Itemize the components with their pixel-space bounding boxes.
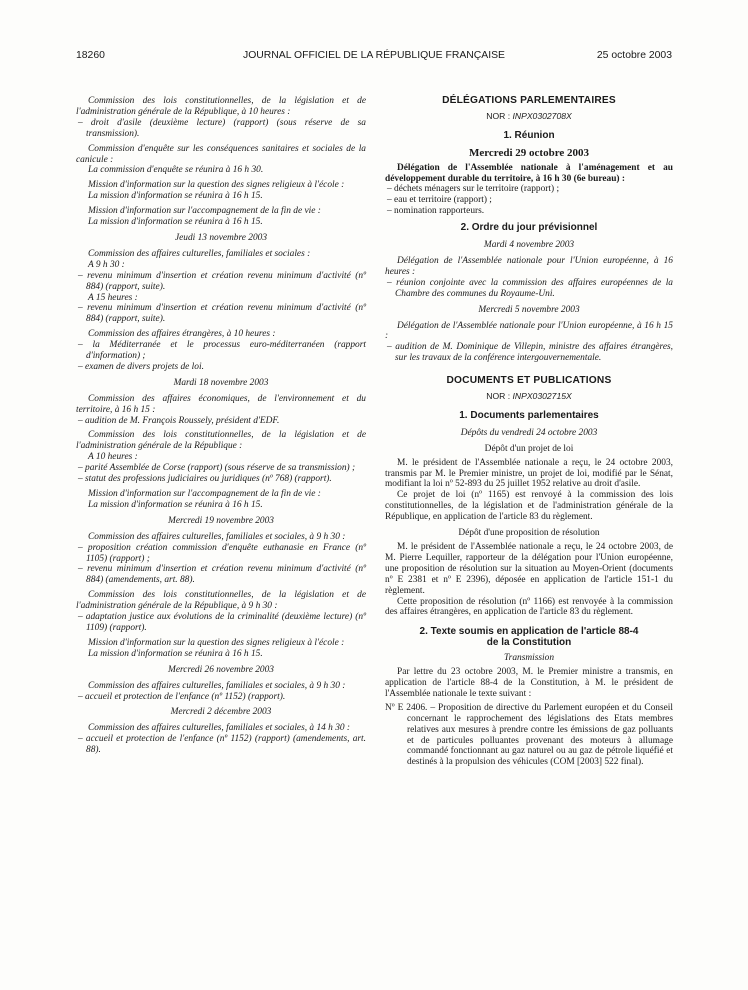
agenda-block [76, 144, 366, 177]
agenda-block [76, 489, 366, 511]
block-title: Commission des affaires économiques, de l'environnement et du territoire, à 16 h 15 : [76, 393, 366, 415]
block-title: Délégation de l'Assemblée nationale pour l'Union européenne, à 16 heures : [385, 255, 673, 277]
nor-code: INPX0302715X [512, 391, 572, 402]
block-line: La commission d'enquête se réunira à 16 h 30. [88, 165, 264, 176]
nor-label: NOR : [486, 110, 511, 121]
agenda-item: – eau et territoire (rapport) ; [387, 195, 492, 206]
agenda-item: – revenu minimum d'insertion et création revenu minimum d'activité (nº 884) (amendements, art. 88). [78, 564, 366, 586]
agenda-block [76, 96, 366, 140]
page-number: 18260 [76, 50, 105, 61]
block-title: Commission des affaires culturelles, familiales et sociales, à 14 h 30 : [88, 723, 351, 734]
block-title: Commission des affaires étrangères, à 10 heures : [88, 329, 276, 340]
agenda-block [76, 681, 366, 703]
block-title: Commission des affaires culturelles, familiales et sociales : [88, 248, 311, 259]
date-heading: Mercredi 2 décembre 2003 [170, 707, 272, 718]
agenda-item: – proposition création commission d'enquête euthanasie en France (nº 1105) (rapport) ; [78, 542, 366, 564]
block-title: Commission d'enquête sur les conséquences sanitaires et sociales de la canicule : [76, 143, 366, 165]
agenda-item: – la Méditerranée et le processus euro-méditerranéen (rapport d'information) ; [78, 340, 366, 362]
block-title: Mission d'information sur l'accompagnement de la fin de vie : [88, 206, 321, 217]
agenda-block [385, 163, 673, 218]
paragraph: M. le président de l'Assemblée nationale a reçu, le 24 octobre 2003, de M. Pierre Lequiller, rapporteur de la délégation pour l'Union européenne, une proposition de résolution sur la situation au Moyen-Orient (documents nº E 2381 et nº E 2396), déposée en application de l'article 151-1 du règlement. [385, 542, 673, 596]
block-line: La mission d'information se réunira à 16 h 15. [88, 499, 263, 510]
subsection-title: 2. Ordre du jour prévisionnel [460, 222, 598, 234]
paragraph: Par lettre du 23 octobre 2003, M. le Premier ministre a transmis, en application de l'article 88-4 de la Constitution, à M. le président de l'Assemblée nationale le texte suivant : [385, 667, 673, 699]
time-line: A 15 heures : [88, 292, 138, 303]
agenda-block [76, 249, 366, 325]
nor-code: INPX0302708X [512, 110, 572, 121]
date-heading: Jeudi 13 novembre 2003 [174, 232, 268, 243]
agenda-item: – revenu minimum d'insertion et création revenu minimum d'activité (nº 884) (rapport, suite). [78, 303, 366, 325]
meeting-date: Mercredi 29 octobre 2003 [468, 146, 590, 159]
document-item: Nº E 2406. – Proposition de directive du Parlement européen et du Conseil concernant le rapprochement des législations des Etats membres relatives aux mesures à prendre contre les émissions de gaz polluants et de particules polluantes provenant des moteurs à allumage commandé fonctionnant au gaz naturel ou au gaz de pétrole liquéfié et destinés à la propulsion des véhicules (COM [2003] 522 final). [385, 702, 673, 768]
paragraph: Cette proposition de résolution (nº 1166) est renvoyée à la commission des affaires étrangères, en application de l'article 83 du règlement. [385, 596, 673, 618]
subsection-title: 1. Documents parlementaires [459, 409, 599, 421]
section-title: DÉLÉGATIONS PARLEMENTAIRES [442, 95, 616, 106]
agenda-item: – audition de M. Dominique de Villepin, ministre des affaires étrangères, sur les travaux de la conférence intergouvernementale. [387, 342, 673, 364]
agenda-block [76, 180, 366, 202]
subsection-subtitle: Transmission [503, 653, 555, 664]
block-title: Commission des lois constitutionnelles, de la législation et de l'administration générale de la République, à 10 heures : [76, 96, 366, 117]
block-title: Commission des lois constitutionnelles, de la législation et de l'administration générale de la République, à 9 h 30 : [76, 590, 366, 612]
agenda-block [385, 321, 673, 365]
journal-title: JOURNAL OFFICIEL DE LA RÉPUBLIQUE FRANÇAISE [243, 50, 505, 61]
right-column [385, 96, 673, 768]
time-line: A 10 heures : [88, 452, 138, 463]
agenda-block [76, 638, 366, 660]
agenda-block [385, 256, 673, 300]
left-column [76, 96, 366, 760]
block-line: La mission d'information se réunira à 16 h 15. [88, 191, 263, 202]
subsection-title: 2. Texte soumis en application de l'article 88-4 [419, 626, 639, 638]
block-title: Délégation de l'Assemblée nationale pour l'Union européenne, à 16 h 15 : [385, 320, 673, 342]
agenda-item: – examen de divers projets de loi. [78, 361, 204, 372]
agenda-block [76, 723, 366, 756]
block-title: Commission des affaires culturelles, familiales et sociales, à 9 h 30 : [88, 531, 346, 542]
block-line: La mission d'information se réunira à 16 h 15. [88, 217, 263, 228]
block-title: Mission d'information sur la question des signes religieux à l'école : [88, 180, 345, 191]
agenda-item: – parité Assemblée de Corse (rapport) (sous réserve de sa transmission) ; [78, 463, 356, 474]
block-title: Mission d'information sur la question des signes religieux à l'école : [88, 637, 345, 648]
agenda-item: – revenu minimum d'insertion et création revenu minimum d'activité (nº 884) (rapport, suite). [78, 270, 366, 292]
date-heading: Mardi 4 novembre 2003 [483, 240, 575, 251]
agenda-item: – audition de M. François Roussely, président d'EDF. [78, 415, 280, 426]
section-title: DOCUMENTS ET PUBLICATIONS [446, 375, 612, 387]
agenda-item: – déchets ménagers sur le territoire (rapport) ; [387, 184, 560, 195]
deposit-heading: Dépôt d'un projet de loi [484, 443, 574, 454]
block-title: Commission des lois constitutionnelles, de la législation et de l'administration générale de la République : [76, 430, 366, 452]
nor-label: NOR : [486, 391, 511, 402]
agenda-block [76, 394, 366, 427]
agenda-item: – accueil et protection de l'enfance (nº 1152) (rapport) (amendements, art. 88). [78, 734, 366, 756]
nor-reference [385, 111, 673, 122]
agenda-block [76, 329, 366, 373]
agenda-block [76, 590, 366, 634]
subsection-title-line2: de la Constitution [486, 637, 572, 649]
agenda-item: – accueil et protection de l'enfance (nº 1152) (rapport). [78, 691, 286, 702]
subsection-title: 1. Réunion [503, 129, 555, 141]
block-title: Commission des affaires culturelles, familiales et sociales, à 9 h 30 : [88, 680, 346, 691]
agenda-item: – adaptation justice aux évolutions de la criminalité (deuxième lecture) (nº 1109) (rapport). [78, 612, 366, 633]
date-heading: Mercredi 19 novembre 2003 [168, 515, 274, 526]
block-line: La mission d'information se réunira à 16 h 15. [88, 648, 263, 659]
agenda-item: – statut des professions judiciaires ou juridiques (nº 768) (rapport). [78, 474, 332, 485]
deposit-heading: Dépôt d'une proposition de résolution [458, 528, 600, 539]
agenda-block [76, 532, 366, 587]
block-title: Mission d'information sur l'accompagnement de la fin de vie : [88, 489, 321, 499]
page-header [76, 50, 672, 64]
date-heading: Mardi 18 novembre 2003 [173, 377, 269, 388]
date-heading: Dépôts du vendredi 24 octobre 2003 [460, 427, 598, 438]
agenda-block [76, 430, 366, 485]
time-line: A 9 h 30 : [88, 259, 125, 270]
issue-date: 25 octobre 2003 [596, 50, 672, 61]
date-heading: Mercredi 5 novembre 2003 [478, 304, 580, 315]
agenda-item: – nomination rapporteurs. [387, 206, 485, 217]
agenda-item: – droit d'asile (deuxième lecture) (rapport) (sous réserve de sa transmission). [78, 117, 366, 139]
agenda-block [76, 206, 366, 228]
paragraph: Ce projet de loi (nº 1165) est renvoyé à la commission des lois constitutionnelles, de la législation et de l'administration générale de la République, en application de l'article 83 du règlement. [385, 490, 673, 523]
agenda-item: – réunion conjointe avec la commission des affaires européennes de la Chambre des communes du Royaume-Uni. [387, 277, 673, 299]
paragraph: M. le président de l'Assemblée nationale a reçu, le 24 octobre 2003, transmis par M. le Premier ministre, un projet de loi, modifié par le Sénat, modifiant la loi nº 52-893 du 25 juillet 1952 relative au droit d'asile. [385, 457, 673, 490]
date-heading: Mercredi 26 novembre 2003 [168, 664, 274, 675]
block-title: Délégation de l'Assemblée nationale à l'aménagement et au développement durable du territoire, à 16 h 30 (6e bureau) : [385, 162, 673, 184]
nor-reference [385, 391, 673, 402]
